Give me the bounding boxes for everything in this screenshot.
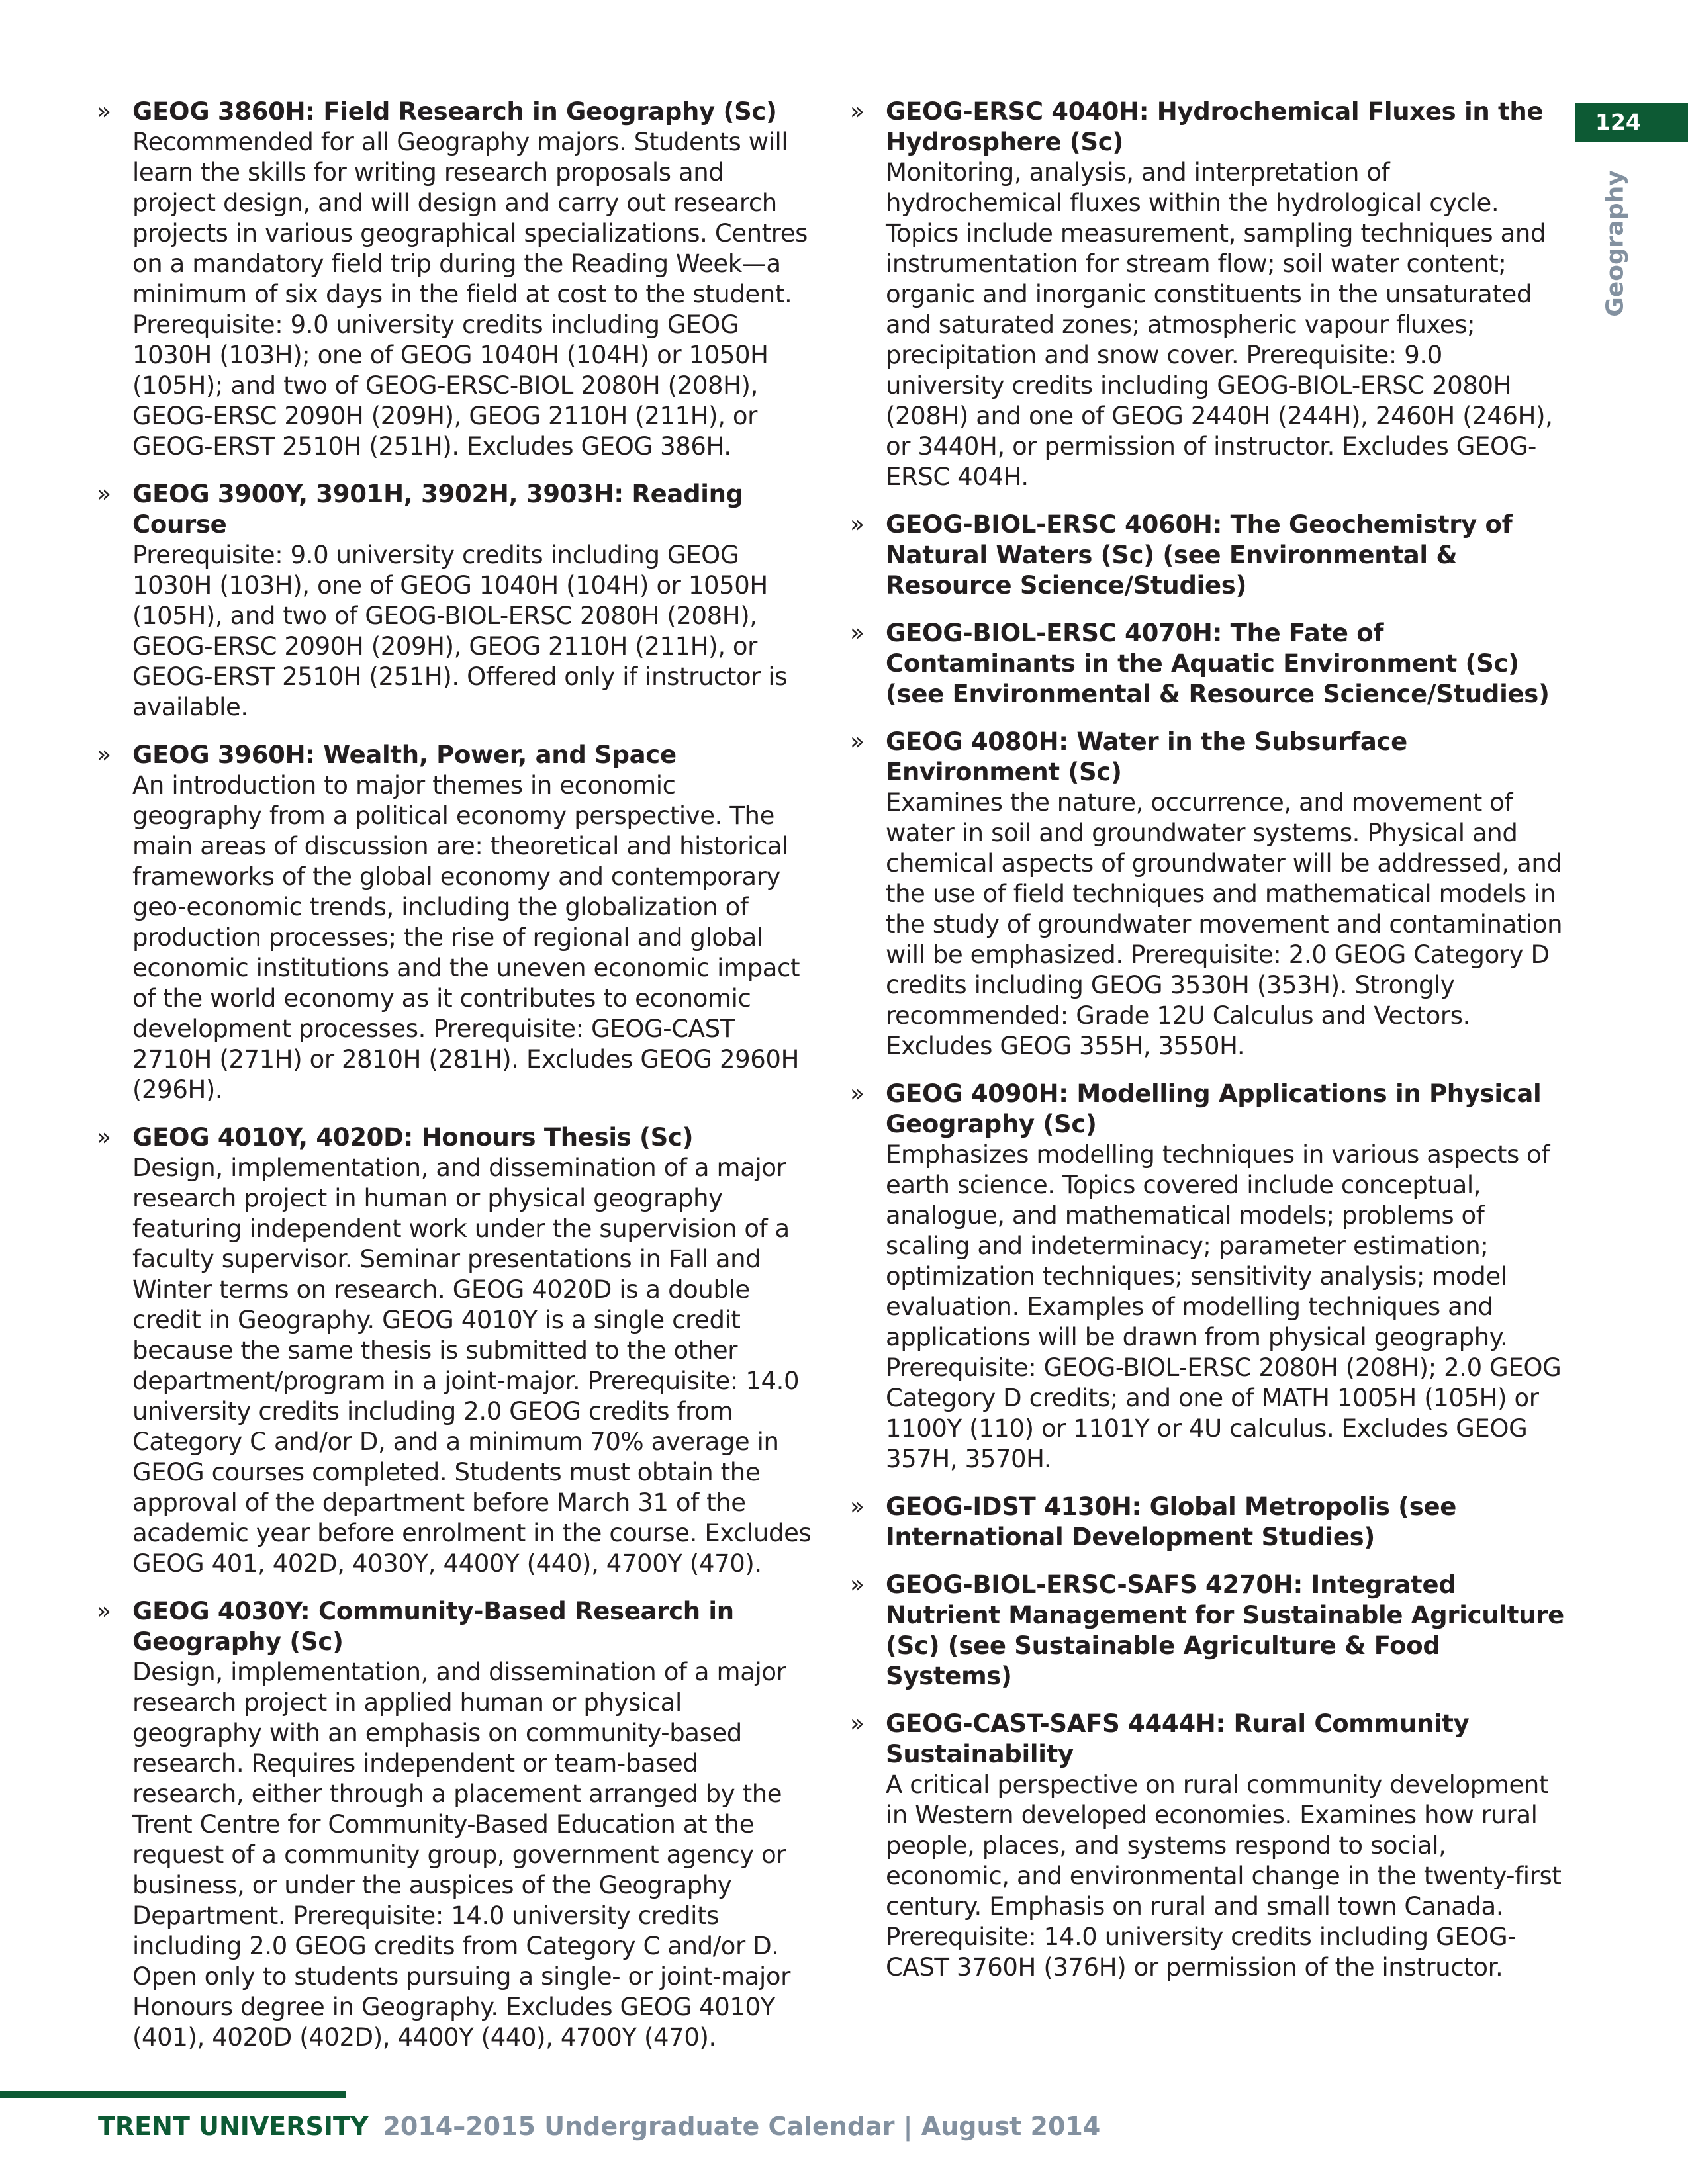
course-title: GEOG 3960H: Wealth, Power, and Space [132,741,677,769]
left-column [97,97,812,2070]
bullet-icon: » [850,728,865,755]
course-title: GEOG 3860H: Field Research in Geography (Sc) [132,97,777,126]
course-description: Emphasizes modelling techniques in various aspects of earth science. Topics covered include conceptual, analogue, and mathematical models; problems of scaling and indeterminacy; parameter estimation; optimization techniques; sensitivity analysis; model evaluation. Examples of modelling techniques and applications will be drawn from physical geography. Prerequisite: GEOG-BIOL-ERSC 2080H (208H); 2.0 GEOG Category D credits; and one of MATH 1005H (105H) or 1100Y (110) or 1101Y or 4U calculus. Excludes GEOG 357H, 3570H. [886,1140,1562,1473]
course-description: Monitoring, analysis, and interpretation of hydrochemical fluxes within the hydrological cycle. Topics include measurement, sampling techniques and instrumentation for stream flow; soil water content; organic and inorganic constituents in the unsaturated and saturated zones; atmospheric vapour fluxes; precipitation and snow cover. Prerequisite: 9.0 university credits including GEOG-BIOL-ERSC 2080H (208H) and one of GEOG 2440H (244H), 2460H (246H), or 3440H, or permission of instructor. Excludes GEOG-ERSC 404H. [886,158,1553,491]
section-label-vertical [1575,171,1655,316]
course-title: GEOG-CAST-SAFS 4444H: Rural Community Sustainability [886,1709,1470,1768]
bullet-icon: » [850,1080,865,1107]
course-title: GEOG-BIOL-ERSC 4070H: The Fate of Contaminants in the Aquatic Environment (Sc) (see Environmental & Resource Science/Studies) [886,619,1550,708]
course-entry [97,1596,812,2053]
course-entry [850,727,1565,1062]
bullet-icon: » [850,1710,865,1737]
bullet-icon: » [850,98,865,125]
bullet-icon: » [850,619,865,647]
course-description: A critical perspective on rural community development in Western developed economies. Examines how rural people, places, and systems respond to social, economic, and environmental change in the twenty-first century. Emphasis on rural and small town Canada. Prerequisite: 14.0 university credits including GEOG-CAST 3760H (376H) or permission of the instructor. [886,1770,1562,1981]
course-entry [97,740,812,1105]
course-title: GEOG 4030Y: Community-Based Research in Geography (Sc) [132,1597,734,1656]
footer-calendar: 2014–2015 Undergraduate Calendar | August 2014 [383,2112,1101,2141]
course-description: Design, implementation, and dissemination of a major research project in human or physical geography featuring independent work under the supervision of a faculty supervisor. Seminar presentations in Fall and Winter terms on research. GEOG 4020D is a double credit in Geography. GEOG 4010Y is a single credit because the same thesis is submitted to the other department/program in a joint-major. Prerequisite: 14.0 university credits including 2.0 GEOG credits from Category C and/or D, and a minimum 70% average in GEOG courses completed. Students must obtain the approval of the department before March 31 of the academic year before enrolment in the course. Excludes GEOG 401, 402D, 4030Y, 4400Y (440), 4700Y (470). [132,1154,812,1578]
course-description: Prerequisite: 9.0 university credits including GEOG 1030H (103H), one of GEOG 1040H (104H) or 1050H (105H), and two of GEOG-BIOL-ERSC 2080H (208H), GEOG-ERSC 2090H (209H), GEOG 2110H (211H), or GEOG-ERST 2510H (251H). Offered only if instructor is available. [132,541,788,721]
bullet-icon: » [97,741,112,768]
course-entry [850,510,1565,601]
course-title: GEOG 3900Y, 3901H, 3902H, 3903H: Reading Course [132,480,743,539]
bullet-icon: » [850,1571,865,1598]
bullet-icon: » [97,1598,112,1625]
page-number: 124 [1575,103,1688,142]
bullet-icon: » [97,98,112,125]
bullet-icon: » [97,1124,112,1151]
course-title: GEOG-BIOL-ERSC 4060H: The Geochemistry of Natural Waters (Sc) (see Environmental & Resource Science/Studies) [886,510,1513,600]
course-entry [850,97,1565,492]
course-entry [97,479,812,723]
course-entry [850,1492,1565,1553]
course-entry [850,1079,1565,1475]
footer-rule [0,2091,346,2098]
right-column [850,97,1565,2000]
footer-university: TRENT UNIVERSITY [98,2112,369,2141]
course-entry [97,1122,812,1579]
bullet-icon: » [97,480,112,508]
footer [98,2110,1100,2143]
course-description: Design, implementation, and dissemination of a major research project in applied human or physical geography with an emphasis on community-based research. Requires independent or team-based research, either through a placement arranged by the Trent Centre for Community-Based Education at the request of a community group, government agency or business, or under the auspices of the Geography Department. Prerequisite: 14.0 university credits including 2.0 GEOG credits from Category C and/or D. Open only to students pursuing a single- or joint-major Honours degree in Geography. Excludes GEOG 4010Y (401), 4020D (402D), 4400Y (440), 4700Y (470). [132,1658,790,2052]
course-entry [850,1709,1565,1983]
course-title: GEOG-IDST 4130H: Global Metropolis (see International Development Studies) [886,1492,1457,1551]
course-title: GEOG 4090H: Modelling Applications in Physical Geography (Sc) [886,1079,1542,1138]
course-title: GEOG-ERSC 4040H: Hydrochemical Fluxes in the Hydrosphere (Sc) [886,97,1544,156]
course-title: GEOG-BIOL-ERSC-SAFS 4270H: Integrated Nutrient Management for Sustainable Agriculture (Sc) (see Sustainable Agriculture & Food Systems) [886,1570,1564,1690]
course-description: Recommended for all Geography majors. Students will learn the skills for writing research proposals and project design, and will design and carry out research projects in various geographical specializations. Centres on a mandatory field trip during the Reading Week—a minimum of six days in the field at cost to the student. Prerequisite: 9.0 university credits including GEOG 1030H (103H); one of GEOG 1040H (104H) or 1050H (105H); and two of GEOG-ERSC-BIOL 2080H (208H), GEOG-ERSC 2090H (209H), GEOG 2110H (211H), or GEOG-ERST 2510H (251H). Excludes GEOG 386H. [132,128,808,461]
course-title: GEOG 4080H: Water in the Subsurface Environment (Sc) [886,727,1407,786]
course-entry [850,618,1565,709]
bullet-icon: » [850,511,865,538]
course-description: An introduction to major themes in economic geography from a political economy perspective. The main areas of discussion are: theoretical and historical frameworks of the global economy and contemporary geo-economic trends, including the globalization of production processes; the rise of regional and global economic institutions and the uneven economic impact of the world economy as it contributes to economic development processes. Prerequisite: GEOG-CAST 2710H (271H) or 2810H (281H). Excludes GEOG 2960H (296H). [132,771,800,1104]
course-entry [850,1570,1565,1692]
course-title: GEOG 4010Y, 4020D: Honours Thesis (Sc) [132,1123,694,1152]
course-description: Examines the nature, occurrence, and movement of water in soil and groundwater systems. Physical and chemical aspects of groundwater will be addressed, and the use of field techniques and mathematical models in the study of groundwater movement and contamination will be emphasized. Prerequisite: 2.0 GEOG Category D credits including GEOG 3530H (353H). Strongly recommended: Grade 12U Calculus and Vectors. Excludes GEOG 355H, 3550H. [886,788,1563,1060]
bullet-icon: » [850,1493,865,1520]
section-label-text: Geography [1601,170,1629,317]
course-entry [97,97,812,462]
